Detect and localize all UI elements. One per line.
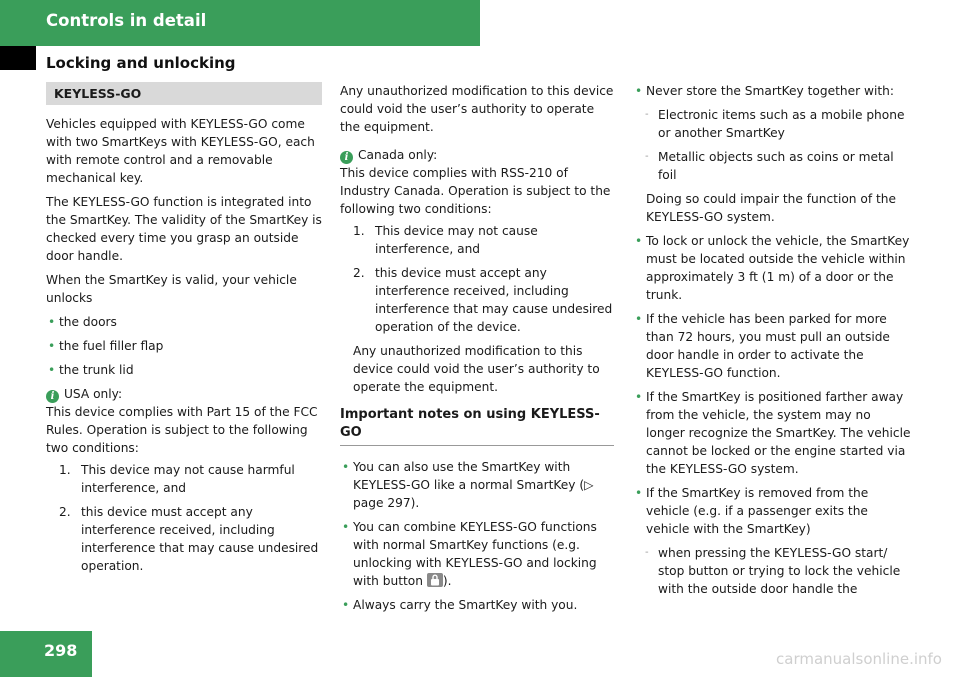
item-text: This device may not cause interference, and	[375, 224, 538, 256]
paragraph: Any unauthorized modification to this device could void the user’s authority to operate the equipment.	[340, 84, 614, 134]
item-number: 1.	[59, 463, 71, 477]
sub-list-item: - Metallic objects such as coins or metal foil	[633, 148, 911, 184]
important-notes-heading: Important notes on using KEYLESS-GO	[340, 406, 614, 446]
column-1	[46, 82, 322, 581]
page-number: 298	[44, 641, 78, 660]
item-text: You can combine KEYLESS-GO functions with normal SmartKey functions (e.g. unlocking with KEYLESS-GO and locking with button	[353, 520, 597, 588]
watermark: carmanualsonline.info	[776, 650, 942, 668]
item-text: ).	[442, 574, 452, 588]
canada-info-note	[340, 146, 614, 218]
list-item	[340, 222, 614, 258]
list-item: • the trunk lid	[46, 361, 322, 379]
paragraph: Any unauthorized modification to this device could void the user’s authority to operate the equipment.	[353, 344, 600, 394]
list-item: • the doors	[46, 313, 322, 331]
item-text: this device must accept any interference received, including interference that may cause undesired operation of the device.	[375, 266, 613, 334]
list-item: • If the vehicle has been parked for more than 72 hours, you must pull an outside door handle in order to activate the KEYLESS-GO function.	[633, 310, 911, 382]
item-number: 2.	[353, 266, 365, 280]
paragraph: The KEYLESS-GO function is integrated into the SmartKey. The validity of the SmartKey is checked every time you grasp an outside door handle.	[46, 195, 322, 263]
list-item	[340, 264, 614, 336]
usa-info-note	[46, 385, 322, 457]
chapter-title: Controls in detail	[46, 11, 207, 30]
list-item	[340, 518, 614, 590]
item-number: 2.	[59, 505, 71, 519]
list-item: • To lock or unlock the vehicle, the SmartKey must be located outside the vehicle within approximately 3 ft (1 m) of a door or the trunk.	[633, 232, 911, 304]
list-item	[46, 503, 322, 575]
section-title: Locking and unlocking	[46, 54, 236, 72]
lock-icon	[427, 573, 443, 587]
column-3	[633, 82, 911, 604]
section-marker	[0, 46, 36, 70]
item-text: this device must accept any interference received, including interference that may cause undesired operation.	[81, 505, 319, 573]
info-text: This device complies with RSS-210 of Industry Canada. Operation is subject to the following two conditions:	[340, 166, 611, 216]
list-item	[46, 461, 322, 497]
column-2	[340, 82, 614, 620]
paragraph: Doing so could impair the function of the KEYLESS-GO system.	[646, 192, 897, 224]
item-text: This device may not cause harmful interference, and	[81, 463, 295, 495]
item-number: 1.	[353, 224, 365, 238]
info-icon: i	[340, 151, 353, 164]
info-title: USA only:	[64, 387, 123, 401]
keyless-go-box-title: KEYLESS-GO	[46, 82, 322, 105]
list-item: • the fuel filler flap	[46, 337, 322, 355]
sub-list-item: - when pressing the KEYLESS-GO start/ stop button or trying to lock the vehicle with the outside door handle the	[633, 544, 911, 598]
info-icon: i	[46, 390, 59, 403]
list-item: • Always carry the SmartKey with you.	[340, 596, 614, 614]
list-item: • You can also use the SmartKey with KEYLESS-GO like a normal SmartKey (▷ page 297).	[340, 458, 614, 512]
list-item: • If the SmartKey is positioned farther away from the vehicle, the system may no longer recognize the SmartKey. The vehicle cannot be locked or the engine started via the KEYLESS-GO system.	[633, 388, 911, 478]
paragraph: Vehicles equipped with KEYLESS-GO come with two SmartKeys with KEYLESS-GO, each with remote control and a removable mechanical key.	[46, 117, 315, 185]
info-text: This device complies with Part 15 of the FCC Rules. Operation is subject to the following two conditions:	[46, 405, 318, 455]
list-item: • Never store the SmartKey together with:	[633, 82, 911, 100]
sub-list-item: - Electronic items such as a mobile phone or another SmartKey	[633, 106, 911, 142]
info-title: Canada only:	[358, 148, 438, 162]
paragraph: When the SmartKey is valid, your vehicle unlocks	[46, 273, 297, 305]
list-item: • If the SmartKey is removed from the vehicle (e.g. if a passenger exits the vehicle with the SmartKey)	[633, 484, 911, 538]
